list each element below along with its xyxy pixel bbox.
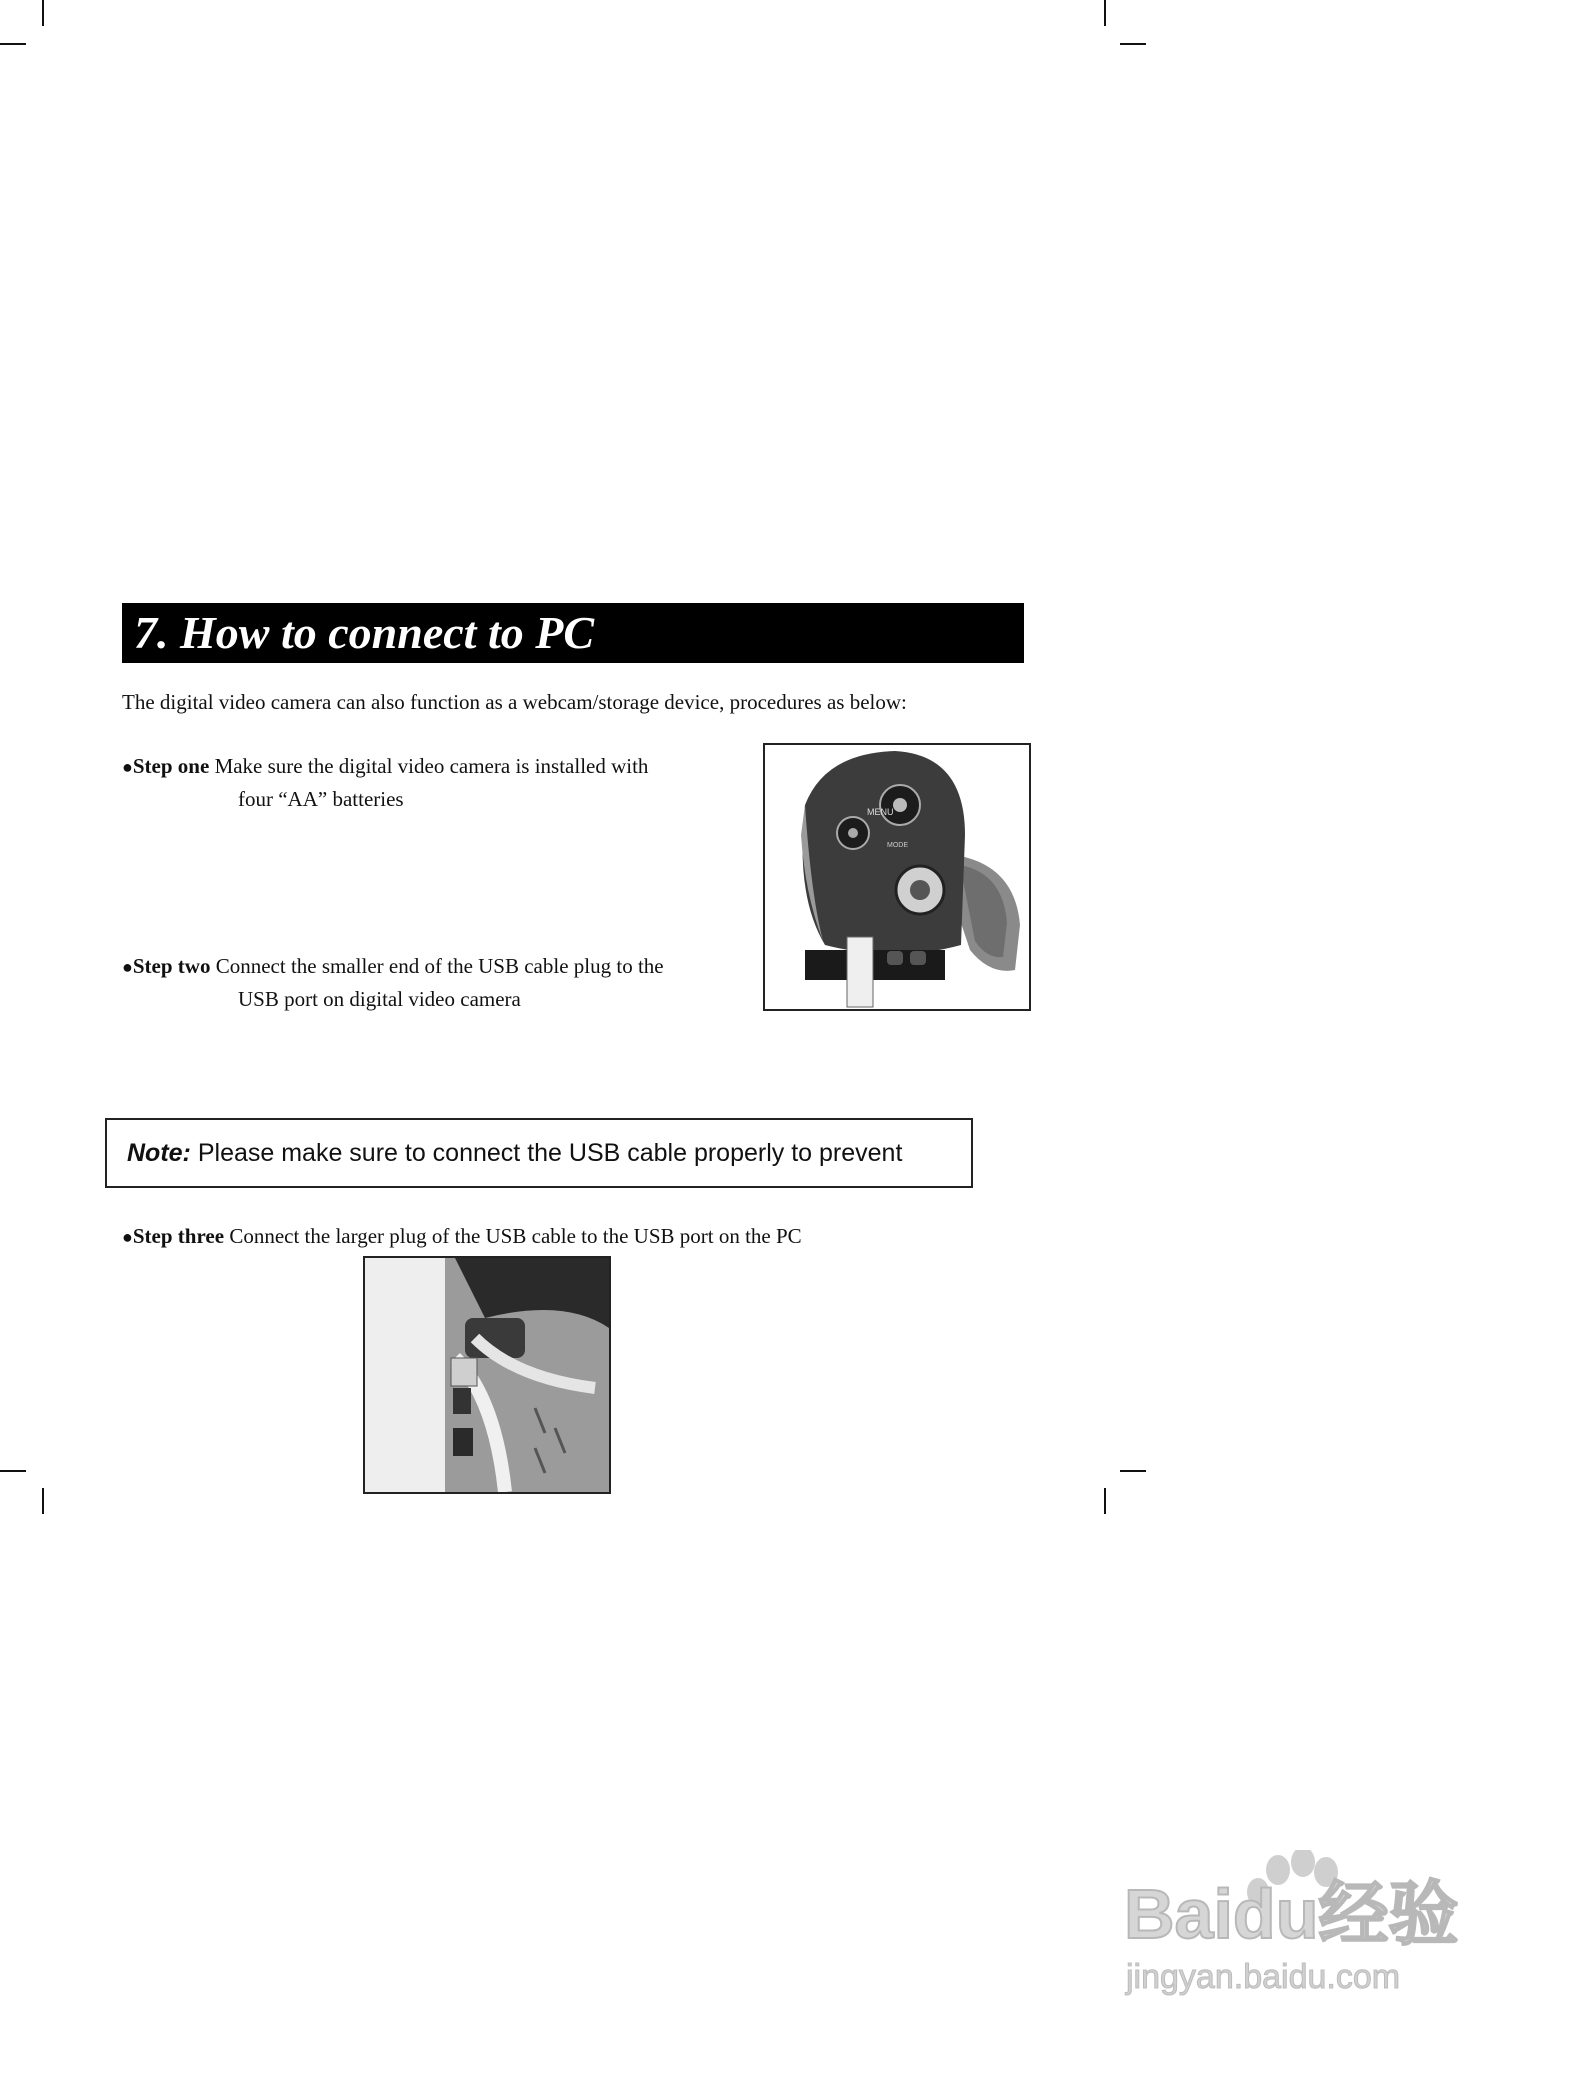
bullet-icon: ● — [122, 1227, 133, 1247]
step-three — [122, 1220, 802, 1253]
crop-mark-top-left-v — [42, 0, 44, 26]
note-label: Note: — [127, 1139, 191, 1167]
mode-label: MODE — [887, 842, 908, 849]
camera-usb-photo — [763, 743, 1031, 1011]
intro-text: The digital video camera can also function as a webcam/storage device, procedures as below: — [122, 690, 907, 714]
step-three-label: Step three — [132, 1224, 225, 1248]
step-two — [122, 950, 664, 1015]
camcorder-illustration — [765, 745, 1029, 1009]
baidu-paw-logo-icon — [1118, 1850, 1498, 2000]
bullet-icon: ● — [122, 957, 133, 977]
step-one-line2: four “AA” batteries — [238, 787, 404, 811]
note-box — [105, 1118, 973, 1188]
step-two-label: Step two — [132, 954, 211, 978]
step-three-line1: Connect the larger plug of the USB cable to the USB port on the PC — [229, 1224, 802, 1248]
crop-mark-bottom-left-v — [42, 1488, 44, 1514]
pc-usb-photo — [363, 1256, 611, 1494]
step-one-label: Step one — [132, 754, 210, 778]
bullet-icon: ● — [122, 757, 133, 777]
crop-mark-bottom-right-v — [1104, 1488, 1106, 1514]
step-two-line1: Connect the smaller end of the USB cable plug to the — [215, 954, 664, 978]
step-two-line2: USB port on digital video camera — [238, 987, 521, 1011]
pc-port-illustration — [365, 1258, 609, 1492]
note-text: Please make sure to connect the USB cable properly to prevent — [197, 1139, 903, 1167]
crop-mark-top-right-v — [1104, 0, 1106, 26]
crop-mark-bottom-left-h — [0, 1470, 26, 1472]
section-heading: 7. How to connect to PC — [122, 603, 1024, 663]
crop-mark-top-left-h — [0, 43, 26, 45]
baidu-watermark — [1118, 1850, 1498, 2000]
step-one-line1: Make sure the digital video camera is installed with — [214, 754, 649, 778]
crop-mark-top-right-h — [1120, 43, 1146, 45]
menu-label: MENU — [867, 807, 894, 817]
watermark-brand: Baidu经验 — [1124, 1875, 1459, 1953]
crop-mark-bottom-right-h — [1120, 1470, 1146, 1472]
watermark-url: jingyan.baidu.com — [1126, 1958, 1401, 1996]
step-one — [122, 750, 648, 815]
